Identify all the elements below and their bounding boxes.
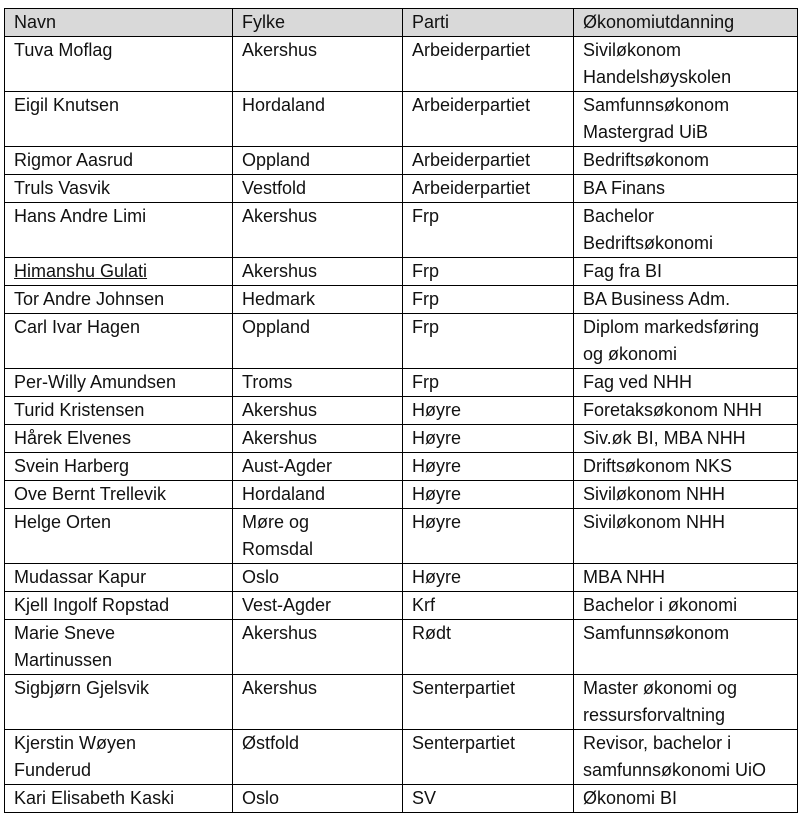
header-navn: Navn <box>5 9 233 37</box>
cell-fylke: Akershus <box>233 258 403 286</box>
cell-parti: Frp <box>403 258 574 286</box>
cell-fylke: Akershus <box>233 675 403 730</box>
cell-okonomiutdanning: Revisor, bachelor i samfunnsøkonomi UiO <box>574 730 798 785</box>
cell-navn: Helge Orten <box>5 509 233 564</box>
cell-fylke: Østfold <box>233 730 403 785</box>
cell-fylke: Akershus <box>233 37 403 92</box>
table-row <box>5 92 798 147</box>
cell-okonomiutdanning: Master økonomi og ressursforvaltning <box>574 675 798 730</box>
cell-okonomiutdanning: MBA NHH <box>574 564 798 592</box>
cell-okonomiutdanning: Foretaksøkonom NHH <box>574 397 798 425</box>
table-row <box>5 592 798 620</box>
cell-parti: Høyre <box>403 453 574 481</box>
table-row <box>5 675 798 730</box>
table-row <box>5 175 798 203</box>
cell-fylke: Akershus <box>233 397 403 425</box>
cell-fylke: Møre og Romsdal <box>233 509 403 564</box>
cell-okonomiutdanning: Samfunnsøkonom Mastergrad UiB <box>574 92 798 147</box>
cell-fylke: Hordaland <box>233 92 403 147</box>
cell-parti: Høyre <box>403 425 574 453</box>
cell-parti: Høyre <box>403 509 574 564</box>
table-row <box>5 203 798 258</box>
cell-okonomiutdanning: Siviløkonom NHH <box>574 509 798 564</box>
cell-okonomiutdanning: BA Business Adm. <box>574 286 798 314</box>
cell-okonomiutdanning: Økonomi BI <box>574 785 798 813</box>
cell-parti: Frp <box>403 369 574 397</box>
cell-parti: Arbeiderpartiet <box>403 175 574 203</box>
cell-okonomiutdanning: Siviløkonom NHH <box>574 481 798 509</box>
cell-parti: Rødt <box>403 620 574 675</box>
table-row <box>5 258 798 286</box>
cell-fylke: Vestfold <box>233 175 403 203</box>
table-row <box>5 481 798 509</box>
cell-navn: Carl Ivar Hagen <box>5 314 233 369</box>
table-row <box>5 620 798 675</box>
cell-parti: Høyre <box>403 481 574 509</box>
cell-fylke: Aust-Agder <box>233 453 403 481</box>
cell-parti: Høyre <box>403 397 574 425</box>
cell-parti: Frp <box>403 314 574 369</box>
cell-fylke: Akershus <box>233 620 403 675</box>
cell-parti: Høyre <box>403 564 574 592</box>
cell-fylke: Oppland <box>233 147 403 175</box>
cell-parti: Arbeiderpartiet <box>403 147 574 175</box>
header-fylke: Fylke <box>233 9 403 37</box>
cell-fylke: Oslo <box>233 564 403 592</box>
cell-fylke: Hordaland <box>233 481 403 509</box>
cell-navn: Truls Vasvik <box>5 175 233 203</box>
cell-navn: Mudassar Kapur <box>5 564 233 592</box>
cell-navn-link[interactable]: Himanshu Gulati <box>5 258 233 286</box>
cell-fylke: Troms <box>233 369 403 397</box>
cell-okonomiutdanning: Bachelor Bedriftsøkonomi <box>574 203 798 258</box>
table-body <box>5 37 798 813</box>
cell-parti: Krf <box>403 592 574 620</box>
table-row <box>5 37 798 92</box>
cell-parti: Frp <box>403 203 574 258</box>
cell-navn: Rigmor Aasrud <box>5 147 233 175</box>
cell-navn: Per-Willy Amundsen <box>5 369 233 397</box>
cell-okonomiutdanning: BA Finans <box>574 175 798 203</box>
cell-navn: Kari Elisabeth Kaski <box>5 785 233 813</box>
cell-fylke: Akershus <box>233 203 403 258</box>
table-row <box>5 785 798 813</box>
cell-okonomiutdanning: Siviløkonom Handelshøyskolen <box>574 37 798 92</box>
economists-table <box>4 8 798 813</box>
cell-parti: Senterpartiet <box>403 730 574 785</box>
cell-navn: Ove Bernt Trellevik <box>5 481 233 509</box>
table-row <box>5 509 798 564</box>
cell-navn: Eigil Knutsen <box>5 92 233 147</box>
cell-okonomiutdanning: Siv.øk BI, MBA NHH <box>574 425 798 453</box>
cell-parti: SV <box>403 785 574 813</box>
cell-navn: Sigbjørn Gjelsvik <box>5 675 233 730</box>
cell-parti: Arbeiderpartiet <box>403 92 574 147</box>
cell-fylke: Akershus <box>233 425 403 453</box>
header-row <box>5 9 798 37</box>
table-row <box>5 369 798 397</box>
cell-fylke: Hedmark <box>233 286 403 314</box>
cell-okonomiutdanning: Fag fra BI <box>574 258 798 286</box>
table-row <box>5 564 798 592</box>
cell-navn: Hans Andre Limi <box>5 203 233 258</box>
table-row <box>5 286 798 314</box>
header-okonomiutdanning: Økonomiutdanning <box>574 9 798 37</box>
cell-parti: Senterpartiet <box>403 675 574 730</box>
cell-navn: Svein Harberg <box>5 453 233 481</box>
cell-okonomiutdanning: Bedriftsøkonom <box>574 147 798 175</box>
cell-okonomiutdanning: Samfunnsøkonom <box>574 620 798 675</box>
cell-fylke: Vest-Agder <box>233 592 403 620</box>
table-row <box>5 425 798 453</box>
cell-navn: Tuva Moflag <box>5 37 233 92</box>
table-container <box>4 8 798 813</box>
cell-okonomiutdanning: Bachelor i økonomi <box>574 592 798 620</box>
cell-fylke: Oslo <box>233 785 403 813</box>
cell-navn: Turid Kristensen <box>5 397 233 425</box>
table-row <box>5 147 798 175</box>
table-row <box>5 314 798 369</box>
cell-okonomiutdanning: Diplom markedsføring og økonomi <box>574 314 798 369</box>
cell-parti: Frp <box>403 286 574 314</box>
cell-okonomiutdanning: Fag ved NHH <box>574 369 798 397</box>
cell-fylke: Oppland <box>233 314 403 369</box>
table-row <box>5 453 798 481</box>
cell-navn: Kjerstin Wøyen Funderud <box>5 730 233 785</box>
cell-navn: Tor Andre Johnsen <box>5 286 233 314</box>
cell-parti: Arbeiderpartiet <box>403 37 574 92</box>
header-parti: Parti <box>403 9 574 37</box>
cell-okonomiutdanning: Driftsøkonom NKS <box>574 453 798 481</box>
cell-navn: Marie Sneve Martinussen <box>5 620 233 675</box>
cell-navn: Kjell Ingolf Ropstad <box>5 592 233 620</box>
table-row <box>5 730 798 785</box>
table-row <box>5 397 798 425</box>
cell-navn: Hårek Elvenes <box>5 425 233 453</box>
